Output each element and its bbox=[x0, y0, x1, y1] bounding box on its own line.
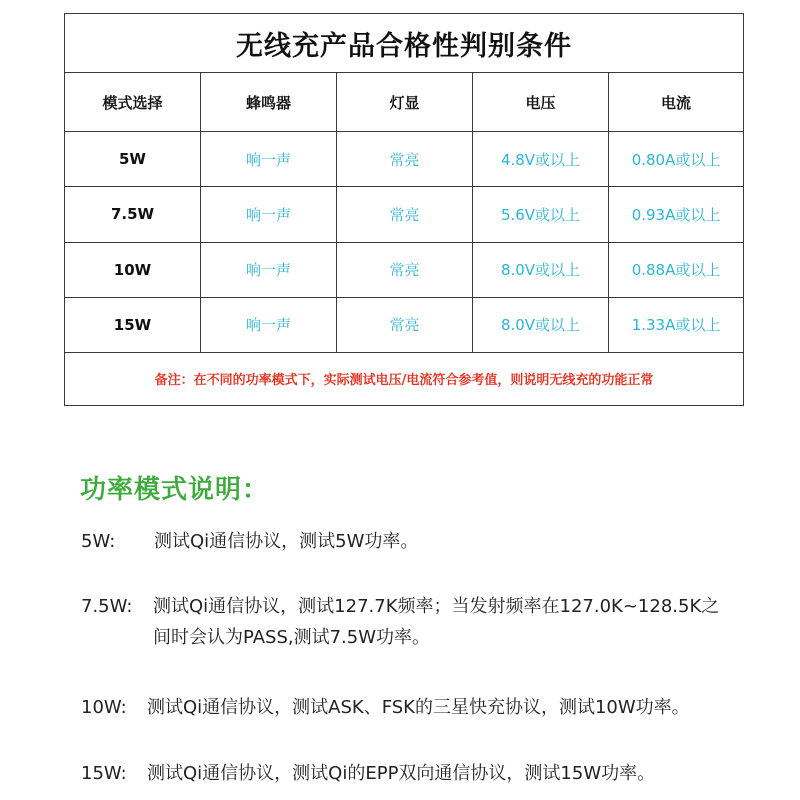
explanation-desc: 测试Qi通信协议，测试127.7K频率；当发射频率在127.0K~128.5K之间时会认为PASS,测试7.5W功率。 bbox=[153, 596, 720, 648]
explanation-desc: 测试Qi通信协议，测试ASK、FSK的三星快充协议，测试10W功率。 bbox=[147, 697, 690, 718]
cell-current: 0.80A或以上 bbox=[609, 132, 744, 187]
cell-light: 常亮 bbox=[337, 297, 473, 352]
cell-light: 常亮 bbox=[337, 132, 473, 187]
explanation-title: 功率模式说明： bbox=[80, 475, 270, 505]
cell-mode: 5W bbox=[65, 132, 201, 187]
explanation-desc: 测试Qi通信协议，测试5W功率。 bbox=[154, 531, 419, 552]
table-row bbox=[65, 242, 744, 297]
explanation-key: 15W: bbox=[81, 763, 127, 784]
explanation-item-15w bbox=[81, 758, 655, 789]
explanation-item-10w bbox=[81, 692, 690, 723]
table-note: 备注：在不同的功率模式下，实际测试电压/电流符合参考值，则说明无线充的功能正常 bbox=[65, 352, 744, 405]
cell-current: 0.88A或以上 bbox=[609, 242, 744, 297]
cell-buzzer: 响一声 bbox=[201, 297, 337, 352]
cell-voltage: 5.6V或以上 bbox=[473, 187, 609, 242]
cell-light: 常亮 bbox=[337, 187, 473, 242]
explanation-key: 10W: bbox=[81, 697, 127, 718]
cell-current: 1.33A或以上 bbox=[609, 297, 744, 352]
table-row bbox=[65, 187, 744, 242]
header-current: 电流 bbox=[609, 73, 744, 132]
cell-buzzer: 响一声 bbox=[201, 242, 337, 297]
cell-current: 0.93A或以上 bbox=[609, 187, 744, 242]
header-voltage: 电压 bbox=[473, 73, 609, 132]
explanation-item-7-5w bbox=[81, 591, 733, 653]
table-title: 无线充产品合格性判别条件 bbox=[65, 14, 744, 73]
cell-mode: 10W bbox=[65, 242, 201, 297]
cell-buzzer: 响一声 bbox=[201, 187, 337, 242]
qualification-table bbox=[64, 13, 744, 406]
table-row bbox=[65, 297, 744, 352]
explanation-item-5w bbox=[81, 526, 418, 557]
cell-voltage: 4.8V或以上 bbox=[473, 132, 609, 187]
cell-light: 常亮 bbox=[337, 242, 473, 297]
table-note-row bbox=[65, 352, 744, 405]
explanation-desc: 测试Qi通信协议，测试Qi的EPP双向通信协议，测试15W功率。 bbox=[147, 763, 656, 784]
header-light: 灯显 bbox=[337, 73, 473, 132]
table-header-row bbox=[65, 73, 744, 132]
cell-voltage: 8.0V或以上 bbox=[473, 242, 609, 297]
cell-mode: 15W bbox=[65, 297, 201, 352]
cell-voltage: 8.0V或以上 bbox=[473, 297, 609, 352]
cell-mode: 7.5W bbox=[65, 187, 201, 242]
header-buzzer: 蜂鸣器 bbox=[201, 73, 337, 132]
explanation-key: 7.5W: bbox=[81, 596, 133, 617]
explanation-key: 5W: bbox=[81, 531, 116, 552]
table-row bbox=[65, 132, 744, 187]
header-mode: 模式选择 bbox=[65, 73, 201, 132]
table-title-row bbox=[65, 14, 744, 73]
cell-buzzer: 响一声 bbox=[201, 132, 337, 187]
